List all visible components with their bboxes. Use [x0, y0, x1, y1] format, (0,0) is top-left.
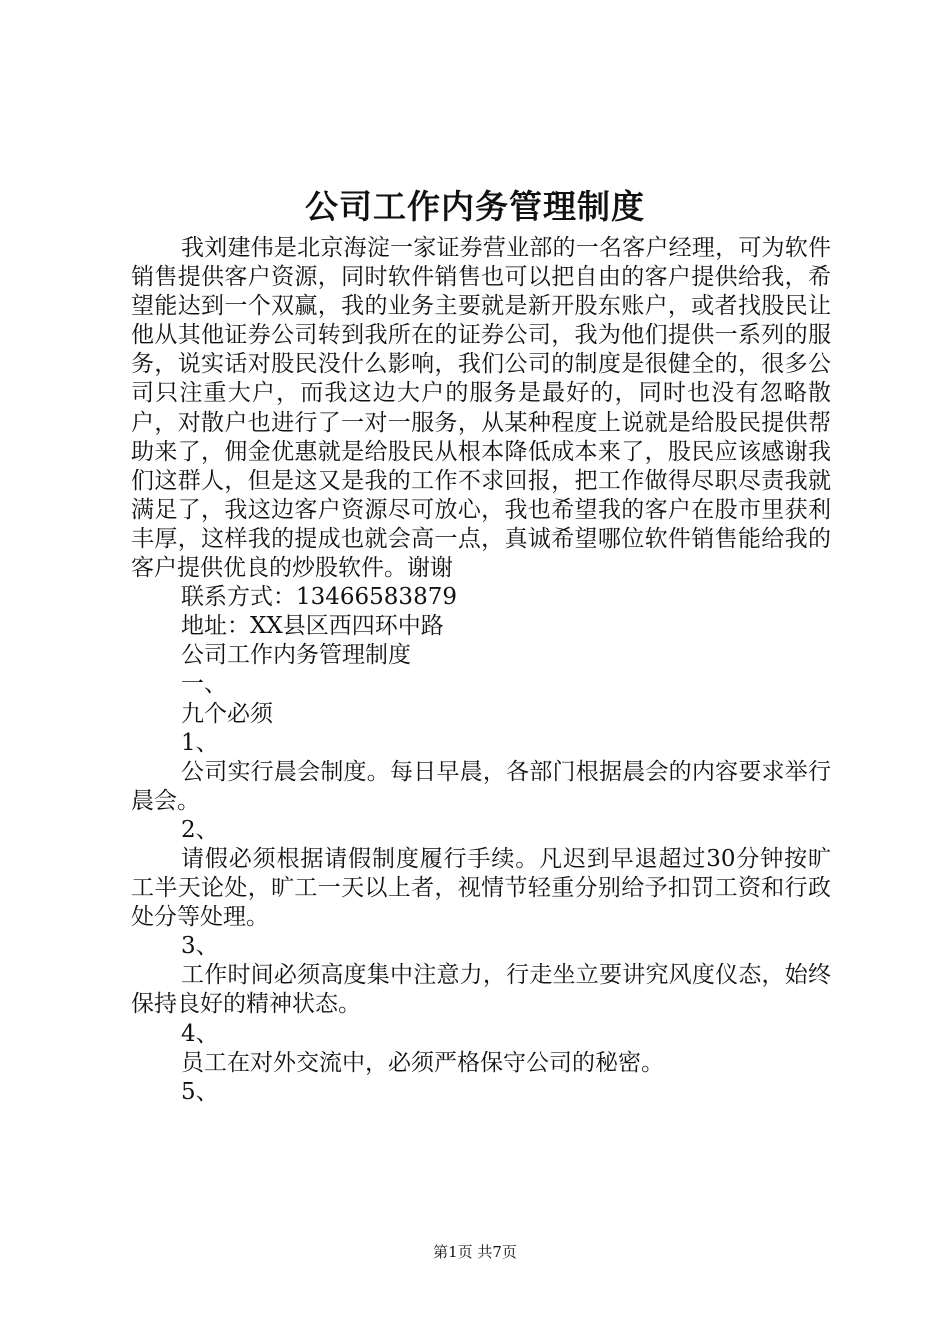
contact-line: 联系方式：13466583879 — [181, 584, 457, 611]
item-text: 公司实行晨会制度。每日早晨，各部门根据晨会的内容要求举行晨会。 — [131, 758, 831, 814]
item-text: 请假必须根据请假制度履行手续。凡迟到早退超过30分钟按旷工半天论处，旷工一天以上者，视情节轻重分别给予扣罚工资和行政处分等处理。 — [131, 845, 831, 931]
item-text: 工作时间必须高度集中注意力，行走坐立要讲究风度仪态，始终保持良好的精神状态。 — [131, 962, 831, 1018]
item-number: 4、 — [181, 1020, 219, 1047]
item-number: 5、 — [181, 1078, 219, 1105]
item-number: 1、 — [181, 729, 219, 756]
item-text: 员工在对外交流中，必须严格保守公司的秘密。 — [181, 1049, 664, 1076]
item-number: 3、 — [181, 933, 219, 960]
section-title: 九个必须 — [181, 700, 273, 727]
intro-paragraph: 我刘建伟是北京海淀一家证券营业部的一名客户经理，可为软件销售提供客户资源，同时软件销售也可以把自由的客户提供给我，希望能达到一个双赢，我的业务主要就是新开股东账户，或者找股民让他从其他证券公司转到我所在的证券公司，我为他们提供一系列的服务，说实话对股民没什么影响，我们公司的制度是很健全的，很多公司只注重大户，而我这边大户的服务是最好的，同时也没有忽略散户，对散户也进行了一对一服务，从某种程度上说就是给股民提供帮助来了，佣金优惠就是给股民从根本降低成本来了，股民应该感谢我们这群人，但是这又是我的工作不求回报，把工作做得尽职尽责我就满足了，我这边客户资源尽可放心，我也希望我的客户在股市里获利丰厚，这样我的提成也就会高一点，真诚希望哪位软件销售能给我的客户提供优良的炒股软件。谢谢 — [131, 235, 831, 582]
document-body — [131, 234, 831, 1107]
page-footer: 第1页 共7页 — [433, 1243, 517, 1261]
address-line: 地址：XX县区西四环中路 — [181, 613, 444, 640]
item-number: 2、 — [181, 816, 219, 843]
section-number: 一、 — [181, 671, 227, 698]
document-title: 公司工作内务管理制度 — [305, 187, 645, 226]
section-heading: 公司工作内务管理制度 — [181, 642, 411, 669]
